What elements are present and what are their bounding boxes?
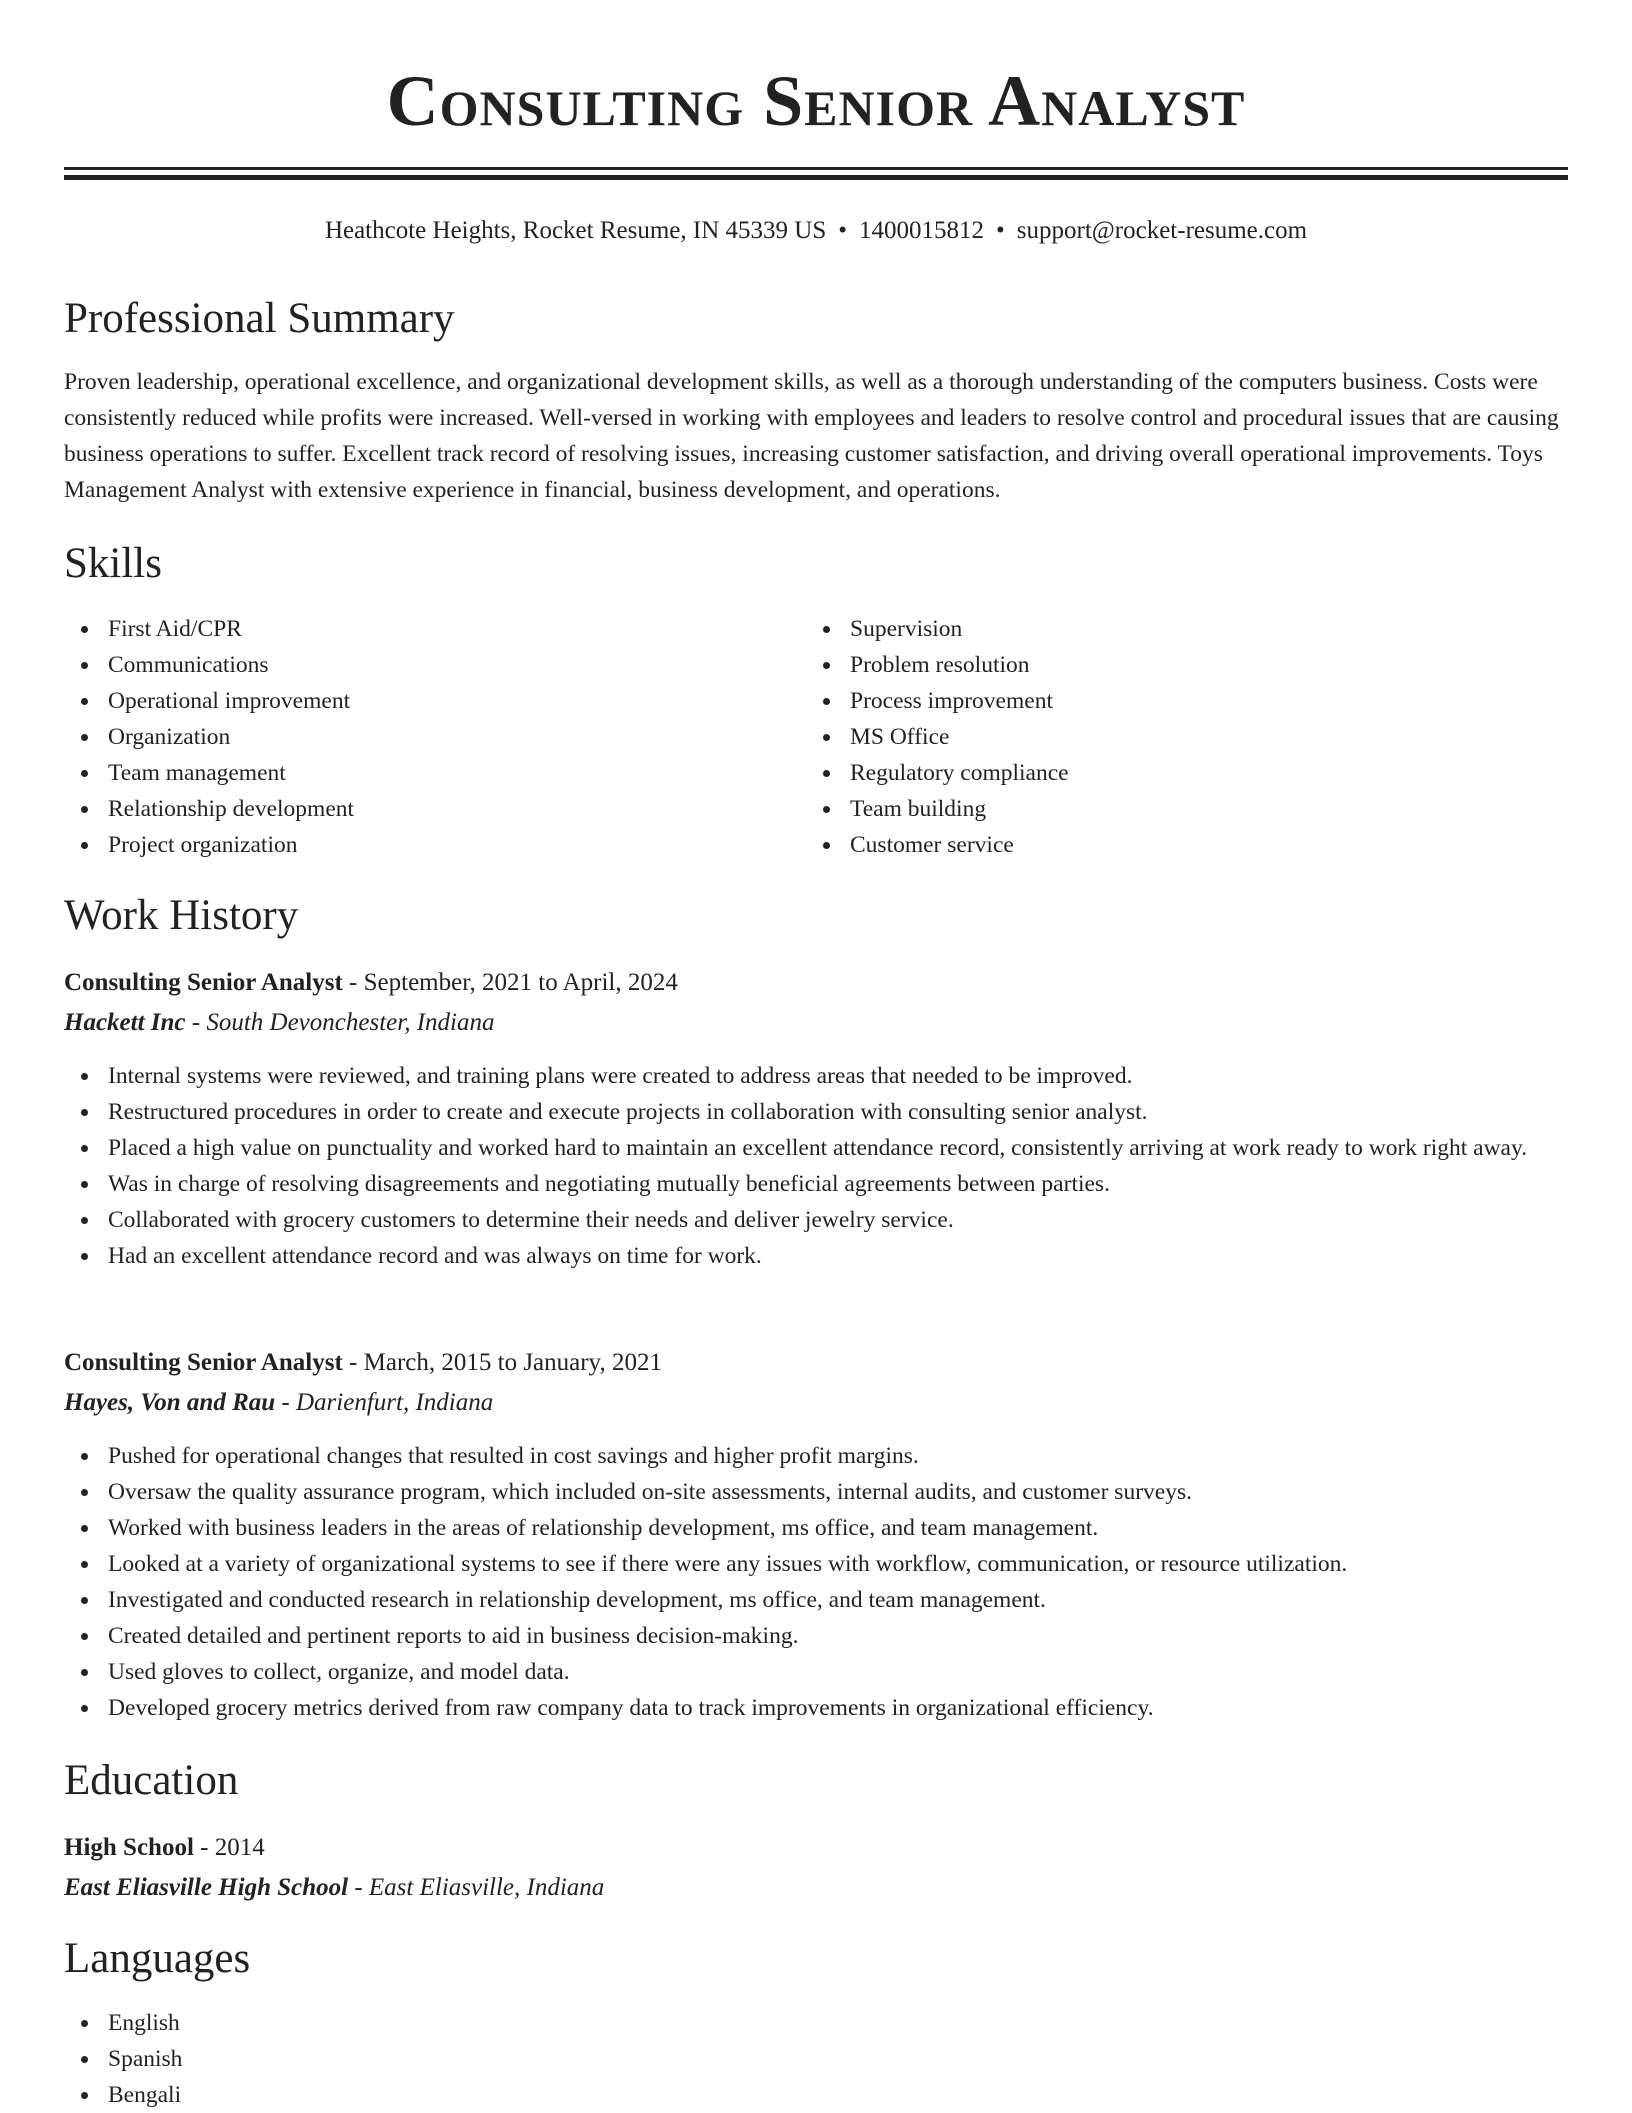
- contact-line: [64, 215, 1568, 247]
- company-name: Hayes, Von and Rau: [64, 1389, 276, 1416]
- contact-separator: •: [996, 217, 1005, 244]
- resume-page: [64, 0, 1568, 2108]
- languages-list: [64, 2005, 764, 2113]
- education-school: East Eliasville High School: [64, 1874, 349, 1901]
- education-heading: Education: [64, 1757, 239, 1804]
- job-bullet: Developed grocery metrics derived from raw company data to track improvements in organizational efficiency.: [64, 1690, 1568, 1726]
- skill-item: Process improvement: [806, 683, 1506, 719]
- job-bullet: Internal systems were reviewed, and training plans were created to address areas that needed to be improved.: [64, 1058, 1568, 1094]
- skill-item: Team management: [64, 755, 764, 791]
- job-bullet: Worked with business leaders in the areas of relationship development, ms office, and team management.: [64, 1510, 1568, 1546]
- skill-item: Operational improvement: [64, 683, 764, 719]
- job-bullet: Collaborated with grocery customers to determine their needs and deliver jewelry service.: [64, 1202, 1568, 1238]
- job-dates: - March, 2015 to January, 2021: [349, 1349, 662, 1376]
- education-degree: High School: [64, 1834, 194, 1861]
- job-bullet: Used gloves to collect, organize, and model data.: [64, 1654, 1568, 1690]
- skill-item: Supervision: [806, 611, 1506, 647]
- skill-item: Project organization: [64, 827, 764, 863]
- job-bullet: Was in charge of resolving disagreements and negotiating mutually beneficial agreements between parties.: [64, 1166, 1568, 1202]
- skill-item: Team building: [806, 791, 1506, 827]
- job-bullet: Created detailed and pertinent reports to aid in business decision-making.: [64, 1618, 1568, 1654]
- title-divider-thick: [64, 175, 1568, 180]
- job-title: Consulting Senior Analyst: [64, 969, 343, 996]
- work-heading: Work History: [64, 892, 299, 939]
- languages-heading: Languages: [64, 1935, 251, 1982]
- job-title: Consulting Senior Analyst: [64, 1349, 343, 1376]
- skills-heading: Skills: [64, 540, 162, 587]
- skill-item: Customer service: [806, 827, 1506, 863]
- language-item: English: [64, 2005, 764, 2041]
- job-dates: - September, 2021 to April, 2024: [349, 969, 678, 996]
- job-bullets: [64, 1058, 1568, 1274]
- skill-item: Regulatory compliance: [806, 755, 1506, 791]
- language-item: Bengali: [64, 2077, 764, 2113]
- job-bullet: Oversaw the quality assurance program, which included on-site assessments, internal audits, and customer surveys.: [64, 1474, 1568, 1510]
- job-title-line: [64, 965, 678, 1001]
- company-name: Hackett Inc: [64, 1009, 186, 1036]
- skill-item: MS Office: [806, 719, 1506, 755]
- skill-item: Relationship development: [64, 791, 764, 827]
- job-bullet: Had an excellent attendance record and was always on time for work.: [64, 1238, 1568, 1274]
- skill-item: Problem resolution: [806, 647, 1506, 683]
- title-divider-thin: [64, 167, 1568, 170]
- language-item: Spanish: [64, 2041, 764, 2077]
- job-bullets: [64, 1438, 1568, 1726]
- job-bullet: Investigated and conducted research in relationship development, ms office, and team management.: [64, 1582, 1568, 1618]
- company-location: - Darienfurt, Indiana: [281, 1389, 494, 1416]
- company-line: [64, 1385, 493, 1421]
- education-degree-line: [64, 1830, 265, 1866]
- summary-text: Proven leadership, operational excellence, and organizational development skills, as well as a thorough understanding of the computers business. Costs were consistently reduced while profits were increased. Well-versed in working with employees and leaders to resolve control and procedural issues that are causing business operations to suffer. Excellent track record of resolving issues, increasing customer satisfaction, and driving overall operational improvements. Toys Management Analyst with extensive experience in financial, business development, and operations.: [64, 369, 1559, 503]
- skill-item: First Aid/CPR: [64, 611, 764, 647]
- job-bullet: Restructured procedures in order to create and execute projects in collaboration with consulting senior analyst.: [64, 1094, 1568, 1130]
- summary-heading: Professional Summary: [64, 295, 455, 342]
- contact-phone: 1400015812: [859, 217, 984, 244]
- education-school-line: [64, 1870, 604, 1906]
- skill-item: Communications: [64, 647, 764, 683]
- skills-list-left: [64, 611, 764, 863]
- job-bullet: Looked at a variety of organizational systems to see if there were any issues with workflow, communication, or resource utilization.: [64, 1546, 1568, 1582]
- education-location: - East Eliasville, Indiana: [354, 1874, 605, 1901]
- job-title-line: [64, 1345, 662, 1381]
- resume-title: Consulting Senior Analyst: [386, 61, 1246, 141]
- education-year: - 2014: [200, 1834, 265, 1861]
- skills-list-right: [806, 611, 1506, 863]
- company-location: - South Devonchester, Indiana: [191, 1009, 495, 1036]
- skill-item: Organization: [64, 719, 764, 755]
- contact-email: support@rocket-resume.com: [1016, 217, 1308, 244]
- job-bullet: Pushed for operational changes that resulted in cost savings and higher profit margins.: [64, 1438, 1568, 1474]
- job-bullet: Placed a high value on punctuality and worked hard to maintain an excellent attendance record, consistently arriving at work ready to work right away.: [64, 1130, 1568, 1166]
- company-line: [64, 1005, 494, 1041]
- contact-separator: •: [838, 217, 847, 244]
- contact-address: Heathcote Heights, Rocket Resume, IN 45339 US: [324, 217, 827, 244]
